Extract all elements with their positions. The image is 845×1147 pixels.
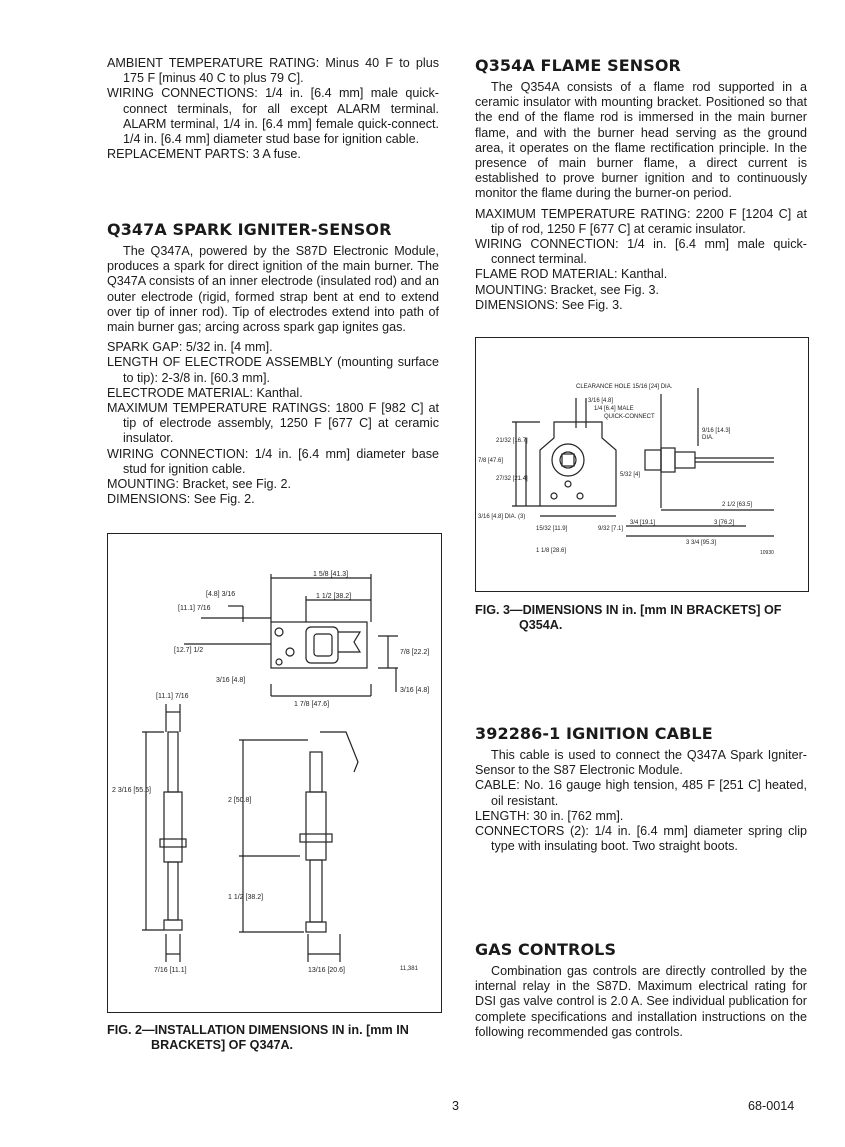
fig3-dim-clearance: CLEARANCE HOLE 15/16 [24] DIA. [576, 384, 673, 390]
fig3-caption-line1: FIG. 3—DIMENSIONS IN in. [mm IN BRACKETS] OF [475, 603, 782, 617]
fig2-dim-left-off: [11.1] 7/16 [178, 605, 211, 612]
fig2-dim-top-width2: 1 1/2 [38.2] [316, 593, 352, 600]
fig2-dim-side-w: [11.1] 7/16 [156, 693, 189, 700]
fig2-dim-foot-left: 7/16 [11.1] [154, 967, 187, 974]
cable-body: This cable is used to connect the Q347A Spark Igniter-Sensor to the S87 Electronic Module. [475, 748, 807, 778]
fig3-dim-male: 1/4 [6.4] MALE [594, 406, 634, 412]
fig3-dim-top-small: 3/16 [4.8] [588, 398, 614, 404]
q347a-spec: WIRING CONNECTION: 1/4 in. [6.4 mm] diameter base stud for ignition cable. [107, 446, 439, 476]
fig2-dim-bottom-w: 1 7/8 [47.6] [294, 701, 330, 708]
fig3-dim-r2: 3/4 [19.1] [630, 520, 656, 526]
fig3-dim-hole: 3/16 [4.8] DIA. (3) [478, 514, 526, 520]
q347a-spec: MOUNTING: Bracket, see Fig. 2. [107, 477, 292, 492]
gas-body: Combination gas controls are directly controlled by the internal relay in the S87D. Maximum electrical rating for DSI gas valve control is 2.0 A. See individual publication for complete specifications and installation instructions on the following recommended gas controls. [475, 964, 807, 1039]
fig3-dim-dia2: DIA. [702, 435, 714, 441]
fig3-dim-b3: 1 1/8 [28.6] [536, 548, 567, 554]
cable-section [475, 724, 807, 854]
q354a-spec: WIRING CONNECTION: 1/4 in. [6.4 mm] male quick-connect terminal. [475, 237, 807, 267]
fig3-dim-dia: 9/16 [14.3] [702, 428, 731, 434]
q347a-body: The Q347A, powered by the S87D Electronic Module, produces a spark for direct ignition of the main burner. The Q347A consists of an inner electrode (insulated rod) and an outer electrode (rigid, formed strap bent at end to extend over tip of inner rod). Tip of electrodes extend into path of main burner gas; arcing across spark gap ignites gas. [107, 244, 439, 335]
fig3-caption-line2: Q354A. [519, 618, 563, 632]
spec-wiring: WIRING CONNECTIONS: 1/4 in. [6.4 mm] male quick-connect terminals, for all except ALARM terminal. ALARM terminal, 1/4 in. [6.4 mm] female quick-connect. 1/4 in. [6.4 mm] diameter stud base for ignition cable. [107, 86, 439, 147]
fig3-dim-r4: 3 3/4 [95.3] [686, 540, 717, 546]
fig3-dim-b2: 9/32 [7.1] [598, 526, 624, 532]
fig3-drawing-number: 10930 [760, 550, 774, 556]
gas-heading: GAS CONTROLS [475, 940, 617, 959]
fig3-svg [476, 338, 808, 591]
fig2-dim-side-h: 2 3/16 [55.6] [112, 787, 151, 794]
q354a-spec: MOUNTING: Bracket, see Fig. 3. [475, 282, 660, 297]
page-number: 3 [452, 1099, 460, 1113]
fig2-dim-front-h: 2 [50.8] [228, 797, 252, 804]
fig2-dim-right-h: 7/8 [22.2] [400, 649, 430, 656]
fig2-drawing-number: 11,381 [400, 966, 418, 972]
q354a-spec: FLAME ROD MATERIAL: Kanthal. [475, 267, 668, 282]
fig3-dim-b1: 15/32 [11.9] [536, 526, 568, 532]
q354a-heading: Q354A FLAME SENSOR [475, 56, 681, 75]
fig2-drawing [107, 533, 442, 1013]
fig2-caption-line1: FIG. 2—INSTALLATION DIMENSIONS IN in. [mm IN [107, 1023, 409, 1037]
fig2-svg [108, 534, 441, 1012]
spec-replacement: REPLACEMENT PARTS: 3 A fuse. [107, 147, 301, 162]
fig3-dim-h2: 7/8 [47.6] [478, 458, 504, 464]
q347a-spec: MAXIMUM TEMPERATURE RATINGS: 1800 F [982 C] at tip of electrode assembly, 1250 F [677 C] at ceramic insulator. [107, 401, 439, 446]
fig3-dim-r1: 2 1/2 [63.5] [722, 502, 753, 508]
cable-spec: CABLE: No. 16 gauge high tension, 485 F [251 C] heated, oil resistant. [475, 778, 807, 808]
top-specs [107, 56, 439, 162]
doc-number: 68-0014 [748, 1099, 795, 1113]
fig3-dim-h1: 21/32 [16.7] [496, 438, 528, 444]
q347a-spec: SPARK GAP: 5/32 in. [4 mm]. [107, 340, 273, 355]
fig2-dim-height-half: [12.7] 1/2 [174, 647, 204, 654]
q347a-spec: DIMENSIONS: See Fig. 2. [107, 492, 255, 507]
q347a-heading: Q347A SPARK IGNITER-SENSOR [107, 220, 392, 239]
fig2-dim-hole-dia: 3/16 [4.8] [216, 677, 246, 684]
fig3-dim-gap: 5/32 [4] [620, 472, 641, 478]
fig2-dim-foot-right: 13/16 [20.6] [308, 967, 345, 974]
q347a-spec: ELECTRODE MATERIAL: Kanthal. [107, 385, 303, 400]
fig2-dim-front-lower: 1 1/2 [38.2] [228, 894, 264, 901]
fig3-dim-h3: 27/32 [21.4] [496, 476, 528, 482]
q354a-spec: MAXIMUM TEMPERATURE RATING: 2200 F [1204 C] at tip of rod, 1250 F [677 C] at ceramic insulator. [475, 206, 807, 236]
cable-spec: LENGTH: 30 in. [762 mm]. [475, 808, 624, 823]
cable-spec: CONNECTORS (2): 1/4 in. [6.4 mm] diameter spring clip type with insulating boot. Two straight boots. [475, 824, 807, 854]
q347a-spec: LENGTH OF ELECTRODE ASSEMBLY (mounting surface to tip): 2-3/8 in. [60.3 mm]. [107, 355, 439, 385]
fig3-drawing [475, 337, 809, 592]
fig2-dim-top-width: 1 5/8 [41.3] [313, 571, 349, 578]
fig2-dim-hole-off: [4.8] 3/16 [206, 591, 236, 598]
fig3-dim-qc: QUICK-CONNECT [604, 414, 655, 420]
gas-section [475, 940, 807, 1040]
q354a-body: The Q354A consists of a flame rod supported in a ceramic insulator with mounting bracket. Positioned so that the end of the flame rod is immersed in the main burner flame, and with the burner head serving as the ground area, it operates on the flame rectification principle. In the presence of main burner flame, a direct current is established to prove burner ignition and to continuously monitor the flame during the burner-on period. [475, 80, 807, 201]
fig2-caption-line2: BRACKETS] OF Q347A. [151, 1038, 294, 1052]
q354a-section [475, 56, 807, 313]
fig3-caption [475, 603, 815, 633]
spec-ambient: AMBIENT TEMPERATURE RATING: Minus 40 F to plus 175 F [minus 40 C to plus 79 C]. [107, 56, 439, 86]
fig2-dim-right-small: 3/16 [4.8] [400, 687, 430, 694]
fig2-caption [107, 1023, 447, 1053]
q347a-section [107, 220, 439, 507]
cable-heading: 392286-1 IGNITION CABLE [475, 724, 713, 743]
q354a-spec: DIMENSIONS: See Fig. 3. [475, 297, 623, 312]
fig3-dim-r3: 3 [76.2] [714, 520, 735, 526]
